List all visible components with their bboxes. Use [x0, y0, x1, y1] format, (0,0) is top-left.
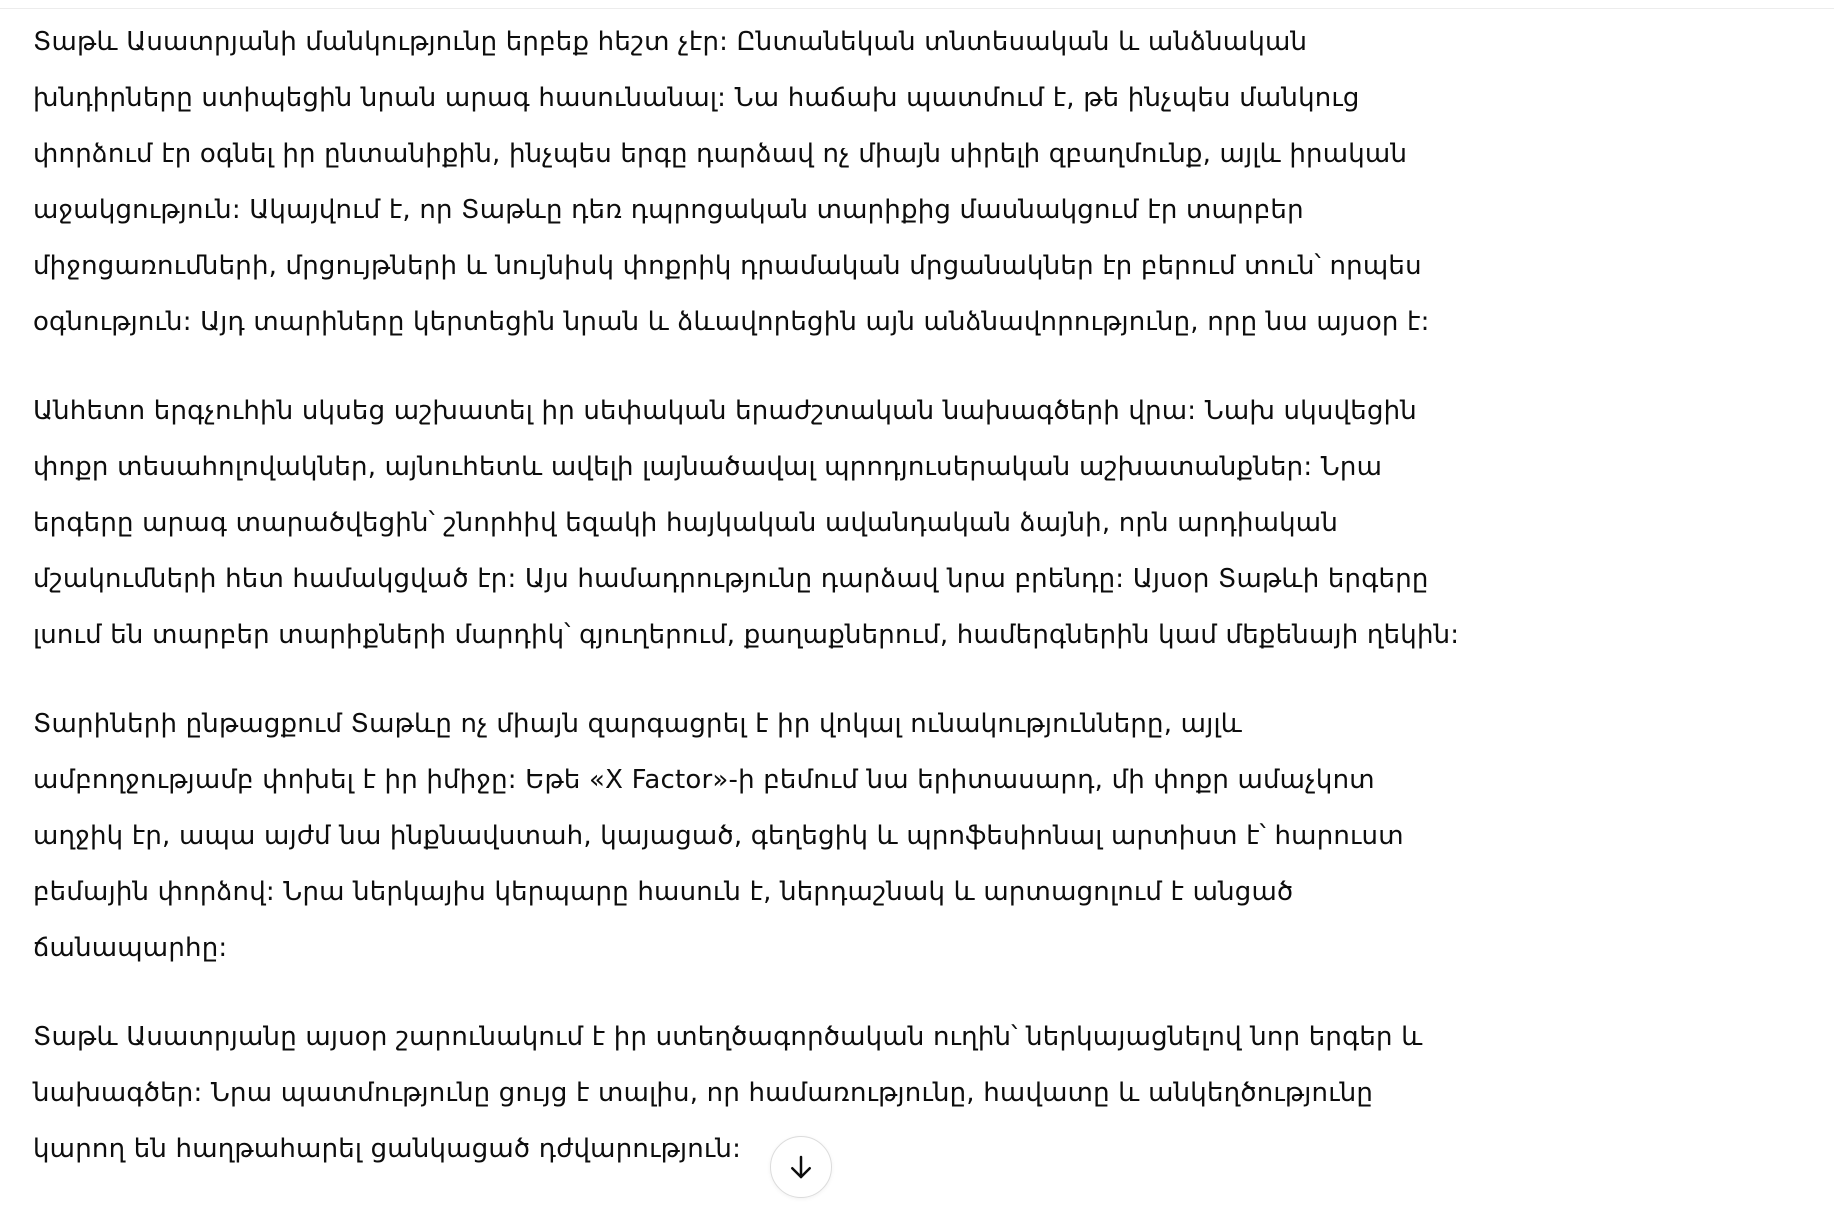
message-paragraph — [33, 14, 1653, 350]
paragraph-line: երգերը արագ տարածվեցին՝ շնորհիվ եզակի հայկական ավանդական ձայնի, որն արդիական — [33, 508, 1339, 538]
paragraph-line: ամբողջությամբ փոխել է իր իմիջը: Եթե «X Factor»-ի բեմում նա երիտասարդ, մի փոքր ամաչկոտ — [33, 765, 1375, 795]
message-paragraph — [33, 696, 1653, 976]
paragraph-line: փոքր տեսահոլովակներ, այնուհետև ավելի լայնածավալ պրոդյուսերական աշխատանքներ: Նրա — [33, 452, 1383, 482]
message-paragraph — [33, 383, 1653, 663]
paragraph-line: փորձում էր օգնել իր ընտանիքին, ինչպես երգը դարձավ ոչ միայն սիրելի զբաղմունք, այլև իրական — [33, 139, 1408, 169]
paragraph-line: Տարիների ընթացքում Տաթևը ոչ միայն զարգացրել է իր վոկալ ունակությունները, այլև — [33, 709, 1243, 739]
paragraph-line: աղջիկ էր, ապա այժմ նա ինքնավստահ, կայացած, գեղեցիկ և պրոֆեսիոնալ արտիստ է՝ հարուստ — [33, 821, 1404, 851]
paragraph-line: բեմային փորձով: Նրա ներկայիս կերպարը հասուն է, ներդաշնակ և արտացոլում է անցած — [33, 877, 1294, 907]
paragraph-line: ճանապարհը: — [33, 933, 228, 963]
paragraph-line: նախագծեր: Նրա պատմությունը ցույց է տալիս, որ համառությունը, հավատը և անկեղծությունը — [33, 1078, 1374, 1108]
paragraph-line: աջակցություն: Ակայվում է, որ Տաթևը դեռ դպրոցական տարիքից մասնակցում էր տարբեր — [33, 195, 1304, 225]
arrow-down-icon — [786, 1152, 816, 1182]
paragraph-line: Տաթև Ասատրյանը այսօր շարունակում է իր ստեղծագործական ուղին՝ ներկայացնելով նոր երգեր և — [33, 1022, 1423, 1052]
paragraph-line: կարող են հաղթահարել ցանկացած դժվարություն: — [33, 1134, 742, 1164]
top-divider — [0, 0, 1834, 9]
paragraph-line: խնդիրները ստիպեցին նրան արագ հասունանալ: Նա հաճախ պատմում է, թե ինչպես մանկուց — [33, 83, 1360, 113]
message-paragraph — [33, 1009, 1653, 1177]
paragraph-line: Տաթև Ասատրյանի մանկությունը երբեք հեշտ չէր: Ընտանեկան տնտեսական և անձնական — [33, 27, 1308, 57]
scroll-to-bottom-button[interactable] — [770, 1136, 832, 1198]
paragraph-line: օգնություն: Այդ տարիները կերտեցին նրան և ձևավորեցին այն անձնավորությունը, որը նա այսօր է: — [33, 307, 1430, 337]
assistant-message — [33, 14, 1653, 1210]
paragraph-line: լսում են տարբեր տարիքների մարդիկ՝ գյուղերում, քաղաքներում, համերգներին կամ մեքենայի ղեկին: — [33, 620, 1460, 650]
paragraph-line: մշակումների հետ համակցված էր: Այս համադրությունը դարձավ նրա բրենդը: Այսօր Տաթևի երգերը — [33, 564, 1429, 594]
paragraph-line: Անհետո երգչուհին սկսեց աշխատել իր սեփական երաժշտական նախագծերի վրա: Նախ սկսվեցին — [33, 396, 1417, 426]
paragraph-line: միջոցառումների, մրցույթների և նույնիսկ փոքրիկ դրամական մրցանակներ էր բերում տուն՝ որպես — [33, 251, 1422, 281]
